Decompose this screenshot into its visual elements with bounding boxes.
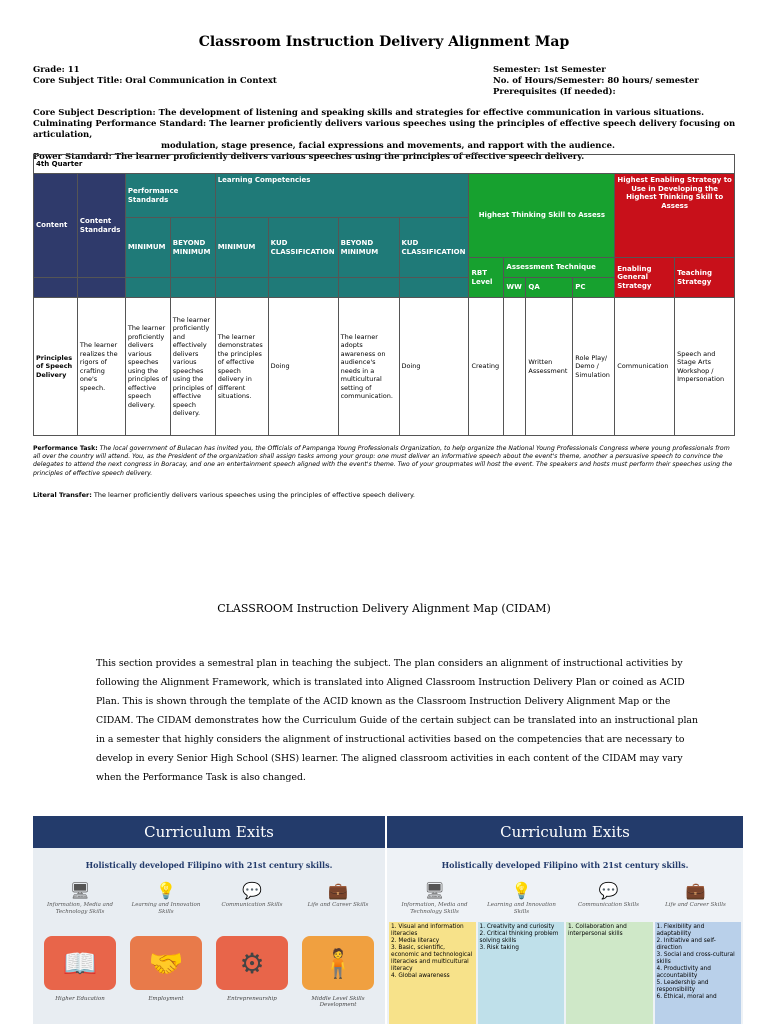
skill-item: 4. Productivity and accountability <box>656 966 711 979</box>
header-lc-beyond: BEYOND MINIMUM <box>338 218 399 278</box>
header-content-standards: Content Standards <box>77 174 125 278</box>
left-exit-tiles <box>33 936 385 1008</box>
exit-tile <box>216 936 288 1008</box>
cidam-table <box>33 154 735 436</box>
skill-item: 1. Creativity and curiosity <box>479 924 555 930</box>
skill-item: 2. Critical thinking problem solving skills <box>479 931 559 944</box>
left-skill-0 <box>40 880 120 916</box>
briefcase-icon: 💼 <box>328 881 348 900</box>
literal-transfer-label: Literal Transfer: <box>33 491 92 499</box>
computer-icon: 🖥 <box>69 881 91 900</box>
right-subtitle: Holistically developed Filipino with 21st century skills. <box>441 860 689 870</box>
curriculum-exits-right-panel <box>387 816 743 1024</box>
book-list-icon: 📖 <box>44 936 116 990</box>
skill-item: 6. Ethical, moral and <box>656 994 717 1000</box>
cell-kud-2: Doing <box>399 298 469 436</box>
lightbulb-icon: 💡 <box>156 881 176 900</box>
culminating-standard: Culminating Performance Standard: The learner proficiently delivers various speeches using the principles of effective speech delivery focusing on articulation, <box>33 119 736 140</box>
quarter-label: 4th Quarter <box>34 155 735 174</box>
header-lc-minimum: MINIMUM <box>215 218 268 278</box>
header-ps-minimum: MINIMUM <box>125 218 170 278</box>
header-highest-enabling: Highest Enabling Strategy to Use in Developing the Highest Thinking Skill to Assess <box>615 174 735 258</box>
skill-item: 1. Flexibility and adaptability <box>656 924 705 937</box>
handshake-icon: 🤝 <box>130 936 202 990</box>
exit-tile <box>130 936 202 1008</box>
skill-item: 3. Risk taking <box>479 945 519 951</box>
cell-rbt: Creating <box>469 298 504 436</box>
header-content: Content <box>34 174 78 278</box>
performance-task <box>33 445 738 478</box>
right-skill-columns <box>389 922 741 1024</box>
skill-label: Life and Career Skills <box>665 902 726 908</box>
left-skill-2 <box>212 880 292 916</box>
computer-icon: 🖥 <box>424 881 445 900</box>
skill-item: 1. Visual and information literacies <box>391 924 464 937</box>
skill-item: 2. Initiative and self-direction <box>656 938 716 951</box>
cell-lc-beyond: The learner adopts awareness on audience's needs in a multicultural setting of communication. <box>338 298 399 436</box>
left-banner: Curriculum Exits <box>33 816 385 848</box>
lightbulb-icon: 💡 <box>511 881 532 900</box>
header-kud-1: KUD CLASSIFICATION <box>268 218 338 278</box>
left-skill-icons <box>33 880 385 916</box>
right-skill-2 <box>569 880 649 916</box>
header-teaching-strategy: Teaching Strategy <box>675 258 735 298</box>
curriculum-exits-left-panel <box>33 816 385 1024</box>
header-ps-beyond: BEYOND MINIMUM <box>170 218 215 278</box>
semester-line: Semester: 1st Semester <box>493 65 606 75</box>
skill-label: Communication Skills <box>221 902 283 908</box>
cell-enabling: Communication <box>615 298 675 436</box>
subject-line: Core Subject Title: Oral Communication in Context <box>33 76 277 86</box>
header-rbt-level: RBT Level <box>469 258 504 298</box>
right-skill-icons <box>387 880 743 916</box>
left-skill-1 <box>126 880 206 916</box>
skill-item: 4. Global awareness <box>391 973 450 979</box>
person-icon: 🧍 <box>302 936 374 990</box>
exit-tile <box>302 936 374 1008</box>
cell-ww <box>504 298 526 436</box>
header-highest-thinking: Highest Thinking Skill to Assess <box>469 174 615 258</box>
exit-label: Entrepreneurship <box>227 996 277 1002</box>
skill-item: 3. Basic, scientific, economic and technological literacies and multicultural literacy <box>391 945 473 972</box>
prereq-line: Prerequisites (If needed): <box>493 87 616 97</box>
header-qa: QA <box>526 278 573 298</box>
header-ww: WW <box>504 278 526 298</box>
skill-column <box>478 922 565 1024</box>
cell-ps-minimum: The learner proficiently delivers various speeches using the principles of effective speech delivery. <box>125 298 170 436</box>
cell-lc-minimum: The learner demonstrates the principles of effective speech delivery in different situations. <box>215 298 268 436</box>
hours-line: No. of Hours/Semester: 80 hours/ semester <box>493 76 699 86</box>
right-skill-3 <box>656 880 736 916</box>
core-description: Core Subject Description: The development of listening and speaking skills and strategies for effective communication in various situations. <box>33 108 705 118</box>
skill-column <box>389 922 476 1024</box>
skill-item: 5. Leadership and responsibility <box>656 980 709 993</box>
document-title: Classroom Instruction Delivery Alignment Map <box>198 34 570 50</box>
literal-transfer <box>33 491 738 499</box>
header-learning-competencies: Learning Competencies <box>215 174 469 218</box>
section-title: CLASSROOM Instruction Delivery Alignment Map (CIDAM) <box>217 602 551 615</box>
exit-label: Employment <box>148 996 184 1002</box>
performance-task-label: Performance Task: <box>33 445 98 452</box>
skill-label: Learning and Innovation Skills <box>487 902 556 915</box>
cell-pc: Role Play/ Demo / Simulation <box>573 298 615 436</box>
performance-task-text: The local government of Bulacan has invited you, the Officials of Pampanga Young Professionals Organization, to help organize the National Young Professionals Congress where young professionals from all over the country will attend. You, as the President of the organization shall assign tasks among your group: one must deliver an informative speech about the event's theme, another a persuasive speech to convince the delegates to attend the next congress in Boracay, and one an entertainment speech aligned with the event's theme. Two of your groupmates will host the event. The speakers and hosts must perform their speeches using the principles of effective speech delivery. <box>33 445 733 477</box>
header-assessment-technique: Assessment Technique <box>504 258 615 278</box>
right-skill-0 <box>395 880 475 916</box>
culminating-standard-cont: modulation, stage presence, facial expressions and movements, and rapport with the audience. <box>160 141 616 151</box>
briefcase-icon: 💼 <box>685 881 706 900</box>
right-skill-1 <box>482 880 562 916</box>
meta-left <box>33 65 277 87</box>
grade-line: Grade: 11 <box>33 65 80 75</box>
intro-paragraph: This section provides a semestral plan in teaching the subject. The plan considers an alignment of instructional activities by following the Alignment Framework, which is translated into Aligned Classroom Instruction Delivery Plan or coined as ACID Plan. This is shown through the template of the ACID known as the Classroom Instruction Delivery Alignment Map or the CIDAM. The CIDAM demonstrates how the Curriculum Guide of the certain subject can be translated into an instructional plan in a semester that highly considers the alignment of instructional activities based on the competencies that are necessary to develop in every Senior High School (SHS) learner. The aligned classroom activities in each content of the CIDAM may vary when the Performance Task is also changed. <box>96 658 698 783</box>
header-pc: PC <box>573 278 615 298</box>
skill-column <box>566 922 653 1024</box>
skill-item: 3. Social and cross-cultural skills <box>656 952 735 965</box>
literal-transfer-text: The learner proficiently delivers various speeches using the principles of effective speech delivery. <box>91 491 415 499</box>
gears-icon: ⚙ <box>216 936 288 990</box>
skill-item: 1. Collaboration and interpersonal skills <box>568 924 627 937</box>
cell-kud-1: Doing <box>268 298 338 436</box>
cell-content: Principles of Speech Delivery <box>34 298 78 436</box>
right-banner: Curriculum Exits <box>387 816 743 848</box>
cell-ps-beyond: The learner proficiently and effectively delivers various speeches using the principles of effective speech delivery. <box>170 298 215 436</box>
left-skill-3 <box>298 880 378 916</box>
header-enabling-general: Enabling General Strategy <box>615 258 675 298</box>
skill-label: Information, Media and Technology Skills <box>46 902 114 915</box>
power-standard: Power Standard: The learner proficiently delivers various speeches using the principles of effective speech delivery. <box>33 152 585 162</box>
skill-label: Learning and Innovation Skills <box>131 902 201 915</box>
exit-label: Middle Level Skills Development <box>311 996 365 1008</box>
cell-content-standard: The learner realizes the rigors of crafting one's speech. <box>77 298 125 436</box>
speech-bubbles-icon: 💬 <box>242 881 262 900</box>
skill-label: Life and Career Skills <box>307 902 369 908</box>
skill-label: Information, Media and Technology Skills <box>401 902 468 915</box>
skill-label: Communication Skills <box>578 902 639 908</box>
left-subtitle: Holistically developed Filipino with 21st century skills. <box>85 860 333 870</box>
cell-teaching: Speech and Stage Arts Workshop / Impersonation <box>675 298 735 436</box>
header-performance-standards: Performance Standards <box>125 174 215 218</box>
exit-tile <box>44 936 116 1008</box>
meta-right <box>493 65 699 98</box>
skill-item: 2. Media literacy <box>391 938 440 944</box>
speech-bubbles-icon: 💬 <box>598 881 619 900</box>
header-kud-2: KUD CLASSIFICATION <box>399 218 469 278</box>
skill-column <box>655 922 742 1024</box>
cell-qa: Written Assessment <box>526 298 573 436</box>
exit-label: Higher Education <box>55 996 105 1002</box>
